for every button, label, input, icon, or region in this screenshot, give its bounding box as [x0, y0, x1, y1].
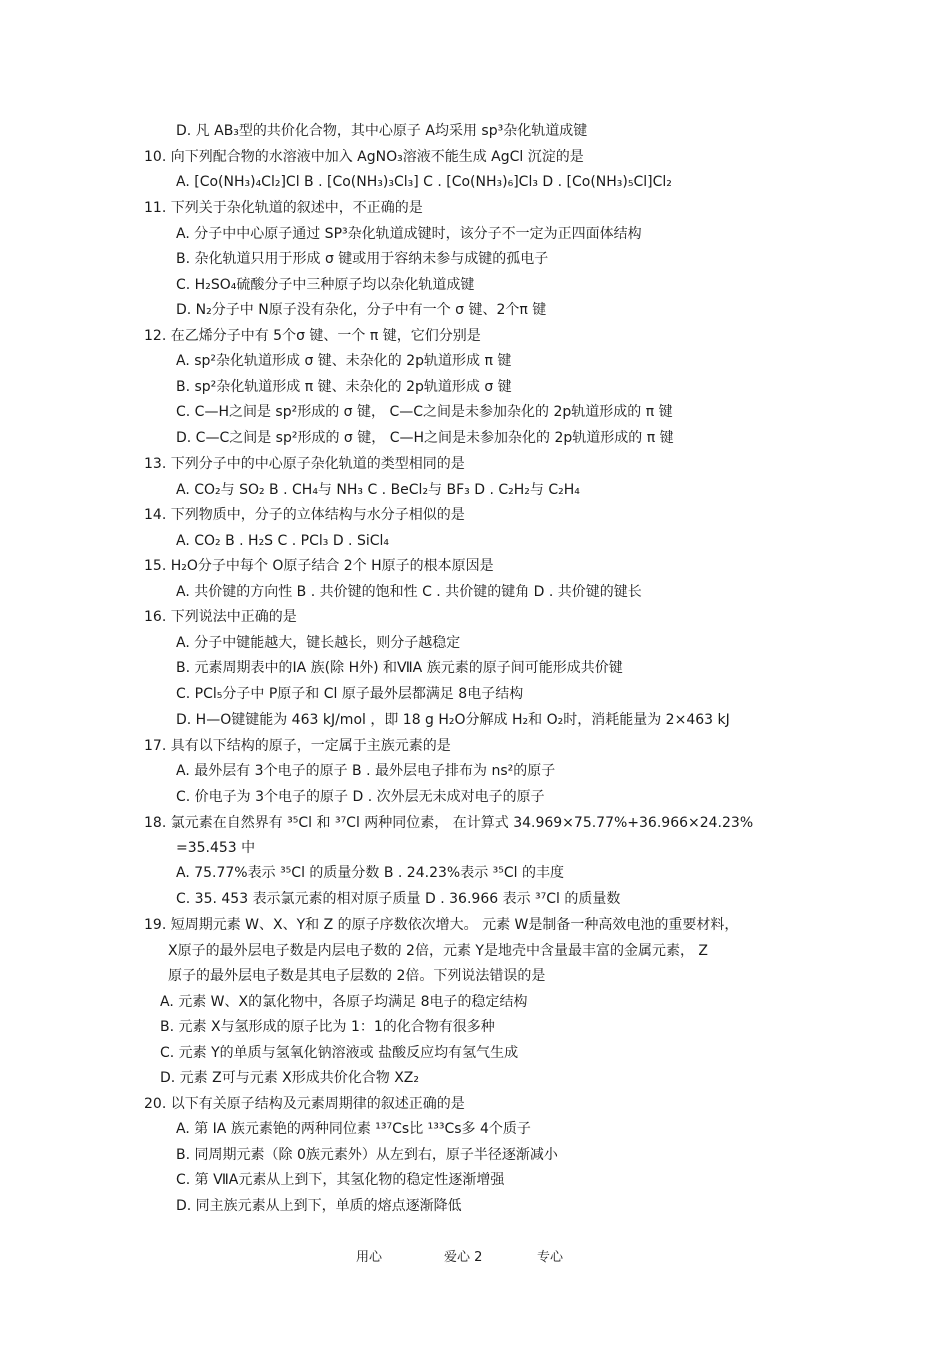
q12-option-b: B. sp²杂化轨道形成 π 键、未杂化的 2p轨道形成 σ 键: [176, 379, 512, 395]
q16-option-c: C. PCl₅分子中 P原子和 Cl 原子最外层都满足 8电子结构: [176, 686, 524, 702]
q12-option-a: A. sp²杂化轨道形成 σ 键、未杂化的 2p轨道形成 π 键: [176, 353, 512, 369]
q11-option-a: A. 分子中中心原子通过 SP³杂化轨道成键时，该分子不一定为正四面体结构: [176, 226, 642, 242]
q10-stem: 10. 向下列配合物的水溶液中加入 AgNO₃溶液不能生成 AgCl 沉淀的是: [144, 149, 584, 165]
q19-stem-cont-2: 原子的最外层电子数是其电子层数的 2倍。下列说法错误的是: [168, 968, 546, 984]
q17-stem: 17. 具有以下结构的原子，一定属于主族元素的是: [144, 738, 451, 754]
q15-options: A. 共价键的方向性 B . 共价键的饱和性 C . 共价键的键角 D . 共价键的键长: [176, 584, 642, 600]
q20-option-c: C. 第 ⅦA元素从上到下，其氢化物的稳定性逐渐增强: [176, 1172, 505, 1188]
q11-option-b: B. 杂化轨道只用于形成 σ 键或用于容纳未参与成键的孤电子: [176, 251, 549, 267]
q19-option-a: A. 元素 W、X的氯化物中，各原子均满足 8电子的稳定结构: [160, 994, 528, 1010]
q14-stem: 14. 下列物质中，分子的立体结构与水分子相似的是: [144, 507, 465, 523]
q16-option-b: B. 元素周期表中的ⅠA 族(除 H外) 和ⅦA 族元素的原子间可能形成共价键: [176, 660, 623, 676]
q20-option-b: B. 同周期元素（除 0族元素外）从左到右，原子半径逐渐减小: [176, 1147, 558, 1163]
footer-middle: 爱心 2: [444, 1250, 483, 1265]
q18-stem-cont: =35.453 中: [176, 840, 256, 856]
q16-option-a: A. 分子中键能越大，键长越长，则分子越稳定: [176, 635, 461, 651]
q11-option-c: C. H₂SO₄硫酸分子中三种原子均以杂化轨道成键: [176, 277, 475, 293]
q12-option-d: D. C—C之间是 sp²形成的 σ 键， C—H之间是未参加杂化的 2p轨道形成的 π 键: [176, 430, 674, 446]
q15-stem: 15. H₂O分子中每个 O原子结合 2个 H原子的根本原因是: [144, 558, 494, 574]
q20-option-a: A. 第 IA 族元素铯的两种同位素 ¹³⁷Cs比 ¹³³Cs多 4个质子: [176, 1121, 531, 1137]
q18-stem: 18. 氯元素在自然界有 ³⁵Cl 和 ³⁷Cl 两种同位素， 在计算式 34.969×75.77%+36.966×24.23%: [144, 815, 754, 831]
q17-options-cd: C. 价电子为 3个电子的原子 D . 次外层无未成对电子的原子: [176, 789, 545, 805]
q18-options-cd: C. 35. 453 表示氯元素的相对原子质量 D . 36.966 表示 ³⁷Cl 的质量数: [176, 891, 621, 907]
q11-option-d: D. N₂分子中 N原子没有杂化，分子中有一个 σ 键、2个π 键: [176, 302, 547, 318]
q9-option-d: D. 凡 AB₃型的共价化合物，其中心原子 A均采用 sp³杂化轨道成键: [176, 123, 588, 139]
q20-option-d: D. 同主族元素从上到下，单质的熔点逐渐降低: [176, 1198, 462, 1214]
q18-options-ab: A. 75.77%表示 ³⁵Cl 的质量分数 B . 24.23%表示 ³⁵Cl 的丰度: [176, 865, 564, 881]
q11-stem: 11. 下列关于杂化轨道的叙述中，不正确的是: [144, 200, 423, 216]
q19-option-b: B. 元素 X与氢形成的原子比为 1：1的化合物有很多种: [160, 1019, 495, 1035]
q14-options: A. CO₂ B . H₂S C . PCl₃ D . SiCl₄: [176, 533, 390, 549]
footer-right: 专心: [537, 1250, 564, 1265]
q19-option-c: C. 元素 Y的单质与氢氧化钠溶液或 盐酸反应均有氢气生成: [160, 1045, 519, 1061]
q12-option-c: C. C—H之间是 sp²形成的 σ 键， C—C之间是未参加杂化的 2p轨道形成的 π 键: [176, 404, 673, 420]
q17-options-ab: A. 最外层有 3个电子的原子 B . 最外层电子排布为 ns²的原子: [176, 763, 556, 779]
q20-stem: 20. 以下有关原子结构及元素周期律的叙述正确的是: [144, 1096, 465, 1112]
q19-stem: 19. 短周期元素 W、X、Y和 Z 的原子序数依次增大。 元素 W是制备一种高效电池的重要材料，: [144, 917, 739, 933]
q19-stem-cont-1: X原子的最外层电子数是内层电子数的 2倍，元素 Y是地壳中含量最丰富的金属元素， Z: [168, 943, 708, 959]
q10-options: A. [Co(NH₃)₄Cl₂]Cl B . [Co(NH₃)₃Cl₃] C . [Co(NH₃)₆]Cl₃ D . [Co(NH₃)₅Cl]Cl₂: [176, 174, 672, 190]
footer-left: 用心: [356, 1250, 383, 1265]
q16-option-d: D. H—O键键能为 463 kJ/mol ，即 18 g H₂O分解成 H₂和 O₂时，消耗能量为 2×463 kJ: [176, 712, 730, 728]
q19-option-d: D. 元素 Z可与元素 X形成共价化合物 XZ₂: [160, 1070, 420, 1086]
q12-stem: 12. 在乙烯分子中有 5个σ 键、一个 π 键，它们分别是: [144, 328, 481, 344]
q13-stem: 13. 下列分子中的中心原子杂化轨道的类型相同的是: [144, 456, 465, 472]
q13-options: A. CO₂与 SO₂ B . CH₄与 NH₃ C . BeCl₂与 BF₃ D . C₂H₂与 C₂H₄: [176, 482, 580, 498]
q16-stem: 16. 下列说法中正确的是: [144, 609, 297, 625]
